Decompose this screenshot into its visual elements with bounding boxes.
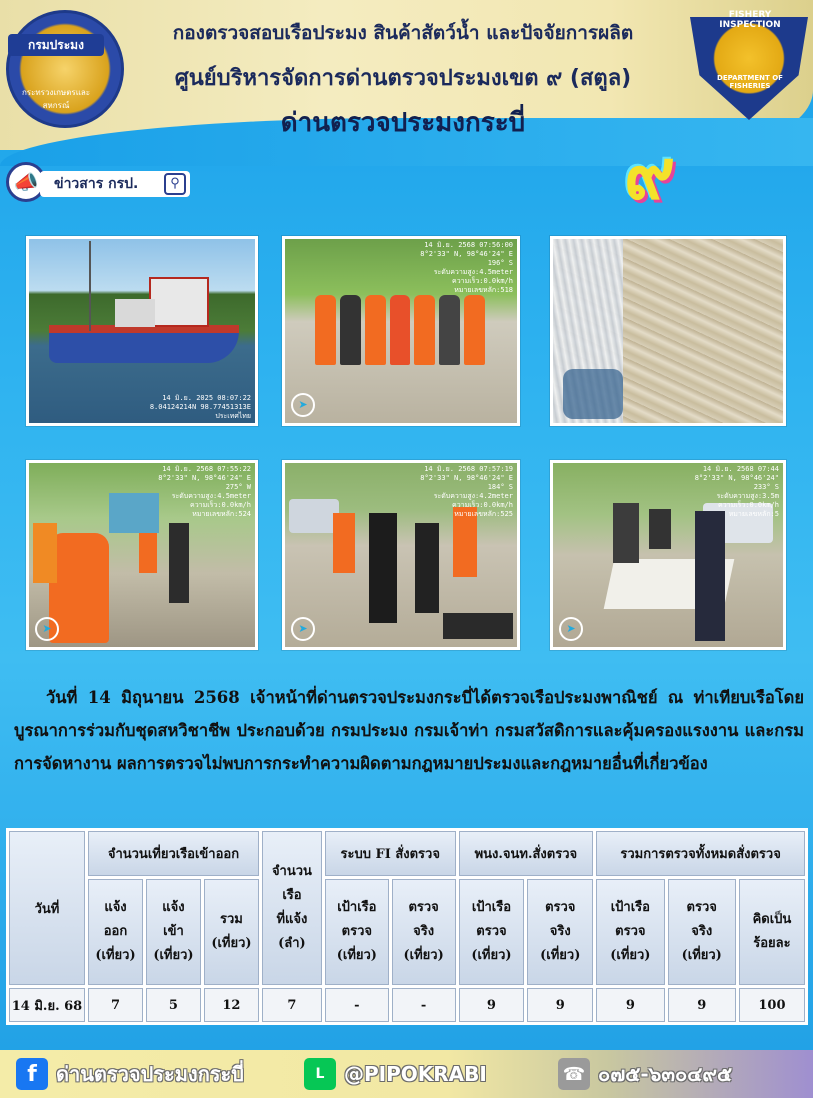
phone-label: ๐๗๕-๖๓๐๔๙๕ — [598, 1062, 733, 1086]
date-header: วันที่ — [9, 831, 85, 985]
photo-boat — [26, 236, 258, 426]
photo-crew — [282, 236, 520, 426]
footer — [0, 1050, 813, 1098]
row-date: 14 มิ.ย. 68 — [9, 988, 85, 1022]
photo-crew-lifejackets — [26, 460, 258, 650]
search-icon[interactable]: ⚲ — [164, 173, 186, 195]
fi-target-header: เป้าเรือ ตรวจ (เที่ยว) — [325, 879, 389, 985]
row-fi-target: - — [325, 988, 389, 1022]
photo-stamp: 14 มิ.ย. 2568 07:44 8°2'33" N, 98°46'24" 233° S ระดับความสูง:3.5m ความเร็ว:0.0km/h หมายเลขหลัก:5 — [694, 465, 779, 518]
facebook-label: ด่านตรวจประมงกระบี่ — [56, 1062, 244, 1086]
phone-icon: ☎ — [558, 1058, 590, 1090]
header-line-1: กองตรวจสอบเรือประมง สินค้าสัตว์น้ำ และปัจจัยการผลิต — [172, 22, 634, 44]
photo-nets — [550, 236, 786, 426]
photo-stamp: 14 มิ.ย. 2025 08:07:22 8.04124214N 98.77451313E ประเทศไทย — [149, 394, 251, 420]
compass-icon: ➤ — [559, 617, 583, 641]
line-link[interactable] — [304, 1058, 487, 1090]
inspection-table — [6, 828, 808, 1025]
all-target-header: เป้าเรือ ตรวจ (เที่ยว) — [596, 879, 664, 985]
compass-icon: ➤ — [291, 393, 315, 417]
photo-officers — [282, 460, 520, 650]
row-fi-actual: - — [392, 988, 456, 1022]
row-all-target: 9 — [596, 988, 664, 1022]
header-line-3: ด่านตรวจประมงกระบี่ — [280, 108, 526, 138]
staff-target-header: เป้าเรือ ตรวจ (เที่ยว) — [459, 879, 525, 985]
phone-link[interactable] — [558, 1058, 732, 1090]
photo-paperwork — [550, 460, 786, 650]
facebook-icon: f — [16, 1058, 48, 1090]
compass-icon: ➤ — [35, 617, 59, 641]
row-staff-actual: 9 — [527, 988, 593, 1022]
photo-stamp: 14 มิ.ย. 2568 07:57:19 8°2'33" N, 98°46'24" E 184° S ระดับความสูง:4.2meter ความเร็ว:0.0km/h หมายเลขหลัก:525 — [420, 465, 513, 518]
report-paragraph: วันที่ 14 มิถุนายน 2568 เจ้าหน้าที่ด่านตรวจประมงกระบี่ได้ตรวจเรือประมงพาณิชย์ ณ ท่าเทียบเรือโดยบูรณาการร่วมกับชุดสหวิชาชีพ ประกอบด้วย กรมประมง กรมเจ้าท่า กรมสวัสดิการและคุ้มครองแรงงาน และกรมการจัดหางาน ผลการตรวจไม่พบการกระทำความผิดตามกฎหมายประมงและกฎหมายอื่นที่เกี่ยวข้อง — [14, 688, 804, 773]
out-header: แจ้ง ออก (เที่ยว) — [88, 879, 143, 985]
row-boats: 7 — [262, 988, 322, 1022]
all-group-header: รวมการตรวจทั้งหมดสั่งตรวจ — [596, 831, 805, 876]
row-percent: 100 — [739, 988, 805, 1022]
logo-right-top-text: FISHERY INSPECTION — [719, 10, 781, 30]
staff-actual-header: ตรวจ จริง (เที่ยว) — [527, 879, 593, 985]
logo-right-bottom-text: DEPARTMENT OF FISHERIES — [717, 74, 783, 90]
total-header: รวม (เที่ยว) — [204, 879, 259, 985]
row-in: 5 — [146, 988, 201, 1022]
facebook-link[interactable] — [16, 1058, 244, 1090]
all-actual-header: ตรวจ จริง (เที่ยว) — [668, 879, 736, 985]
percent-header: คิดเป็น ร้อยละ — [739, 879, 805, 985]
megaphone-icon: 📣 — [6, 162, 46, 202]
photo-stamp: 14 มิ.ย. 2568 07:55:22 8°2'33" N, 98°46'24" E 275° W ระดับความสูง:4.5meter ความเร็ว:0.0km/h หมายเลขหลัก:524 — [158, 465, 251, 518]
row-total: 12 — [204, 988, 259, 1022]
staff-group-header: พนง.จนท.สั่งตรวจ — [459, 831, 594, 876]
compass-icon: ➤ — [291, 617, 315, 641]
news-label: ข่าวสาร กรป. — [40, 171, 190, 197]
fi-actual-header: ตรวจ จริง (เที่ยว) — [392, 879, 456, 985]
table-row — [9, 988, 805, 1022]
header-line-2: ศูนย์บริหารจัดการด่านตรวจประมงเขต ๙ (สตูล) — [174, 66, 632, 91]
photo-stamp: 14 มิ.ย. 2568 07:56:00 8°2'33" N, 98°46'24" E 196° S ระดับความสูง:4.5meter ความเร็ว:0.0km/h หมายเลขหลัก:518 — [420, 241, 513, 294]
logo-left-caption: กระทรวงเกษตรและสหกรณ์ — [21, 88, 91, 110]
line-label: @PIPOKRABI — [344, 1062, 487, 1086]
fi-group-header: ระบบ FI สั่งตรวจ — [325, 831, 456, 876]
zone-number-badge: ๙ — [624, 132, 676, 215]
trips-group-header: จำนวนเที่ยวเรือเข้าออก — [88, 831, 259, 876]
row-out: 7 — [88, 988, 143, 1022]
in-header: แจ้ง เข้า (เที่ยว) — [146, 879, 201, 985]
row-all-actual: 9 — [668, 988, 736, 1022]
row-staff-target: 9 — [459, 988, 525, 1022]
boats-header: จำนวน เรือ ที่แจ้ง (ลำ) — [262, 831, 322, 985]
line-icon: L — [304, 1058, 336, 1090]
news-bar[interactable] — [6, 162, 188, 202]
logo-left-label: กรมประมง — [8, 34, 104, 56]
